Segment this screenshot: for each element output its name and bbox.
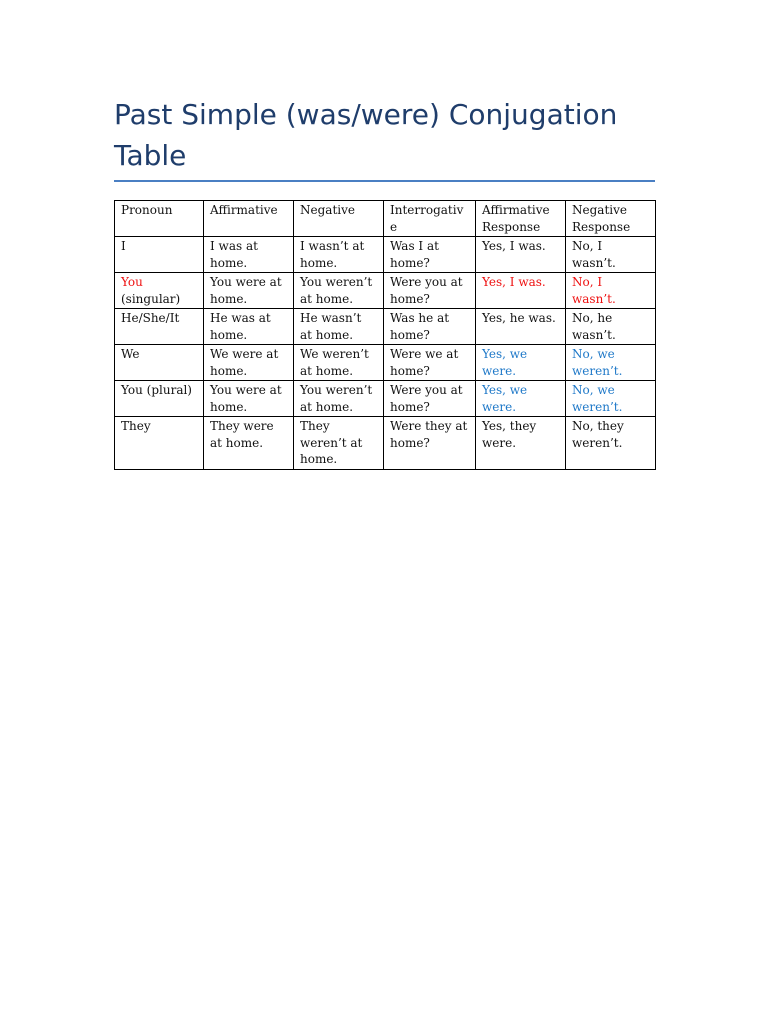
table-cell: Yes, we were. (476, 381, 566, 417)
table-cell: They weren’t at home. (294, 417, 384, 470)
table-cell: Were you at home? (384, 273, 476, 309)
table-row (115, 345, 656, 381)
table-header-row (115, 201, 656, 237)
table-cell: Yes, they were. (476, 417, 566, 470)
header-cell: Pronoun (115, 201, 204, 237)
table-cell: No, he wasn’t. (566, 309, 656, 345)
table-row (115, 273, 656, 309)
table-cell: They (115, 417, 204, 470)
header-cell: Negative Response (566, 201, 656, 237)
table-cell: Yes, I was. (476, 273, 566, 309)
table-cell: You (plural) (115, 381, 204, 417)
table-cell: Was I at home? (384, 237, 476, 273)
page-title: Past Simple (was/were) Conjugation Table (114, 98, 618, 172)
table-cell: Yes, we were. (476, 345, 566, 381)
conjugation-table (114, 200, 656, 470)
table-cell: He was at home. (204, 309, 294, 345)
table-row (115, 237, 656, 273)
table-cell: No, they weren’t. (566, 417, 656, 470)
header-cell: Affirmative Response (476, 201, 566, 237)
header-cell: Affirmative (204, 201, 294, 237)
table-cell: We weren’t at home. (294, 345, 384, 381)
table-cell: Were they at home? (384, 417, 476, 470)
table-cell: You were at home. (204, 381, 294, 417)
header-cell: Interrogative (384, 201, 476, 237)
table-cell: No, we weren’t. (566, 345, 656, 381)
table-cell: I (115, 237, 204, 273)
table-cell: You weren’t at home. (294, 273, 384, 309)
table-row (115, 309, 656, 345)
table-cell: We were at home. (204, 345, 294, 381)
table-cell: No, I wasn’t. (566, 237, 656, 273)
table-cell: You weren’t at home. (294, 381, 384, 417)
table-cell: You were at home. (204, 273, 294, 309)
table-row (115, 417, 656, 470)
table-cell: No, I wasn’t. (566, 273, 656, 309)
table-cell: He wasn’t at home. (294, 309, 384, 345)
table-cell: I was at home. (204, 237, 294, 273)
table-cell: Yes, I was. (476, 237, 566, 273)
table-cell: No, we weren’t. (566, 381, 656, 417)
table-cell: They were at home. (204, 417, 294, 470)
table-cell: He/She/It (115, 309, 204, 345)
singular-note: (singular) (121, 291, 181, 306)
table-cell: Yes, he was. (476, 309, 566, 345)
table-cell: I wasn’t at home. (294, 237, 384, 273)
table-cell (115, 273, 204, 309)
title-underline (114, 180, 655, 182)
table-cell: We (115, 345, 204, 381)
table-cell: Were you at home? (384, 381, 476, 417)
table-row (115, 381, 656, 417)
table-cell: Was he at home? (384, 309, 476, 345)
table-cell: Were we at home? (384, 345, 476, 381)
pronoun-you-highlight: You (121, 275, 143, 289)
header-cell: Negative (294, 201, 384, 237)
